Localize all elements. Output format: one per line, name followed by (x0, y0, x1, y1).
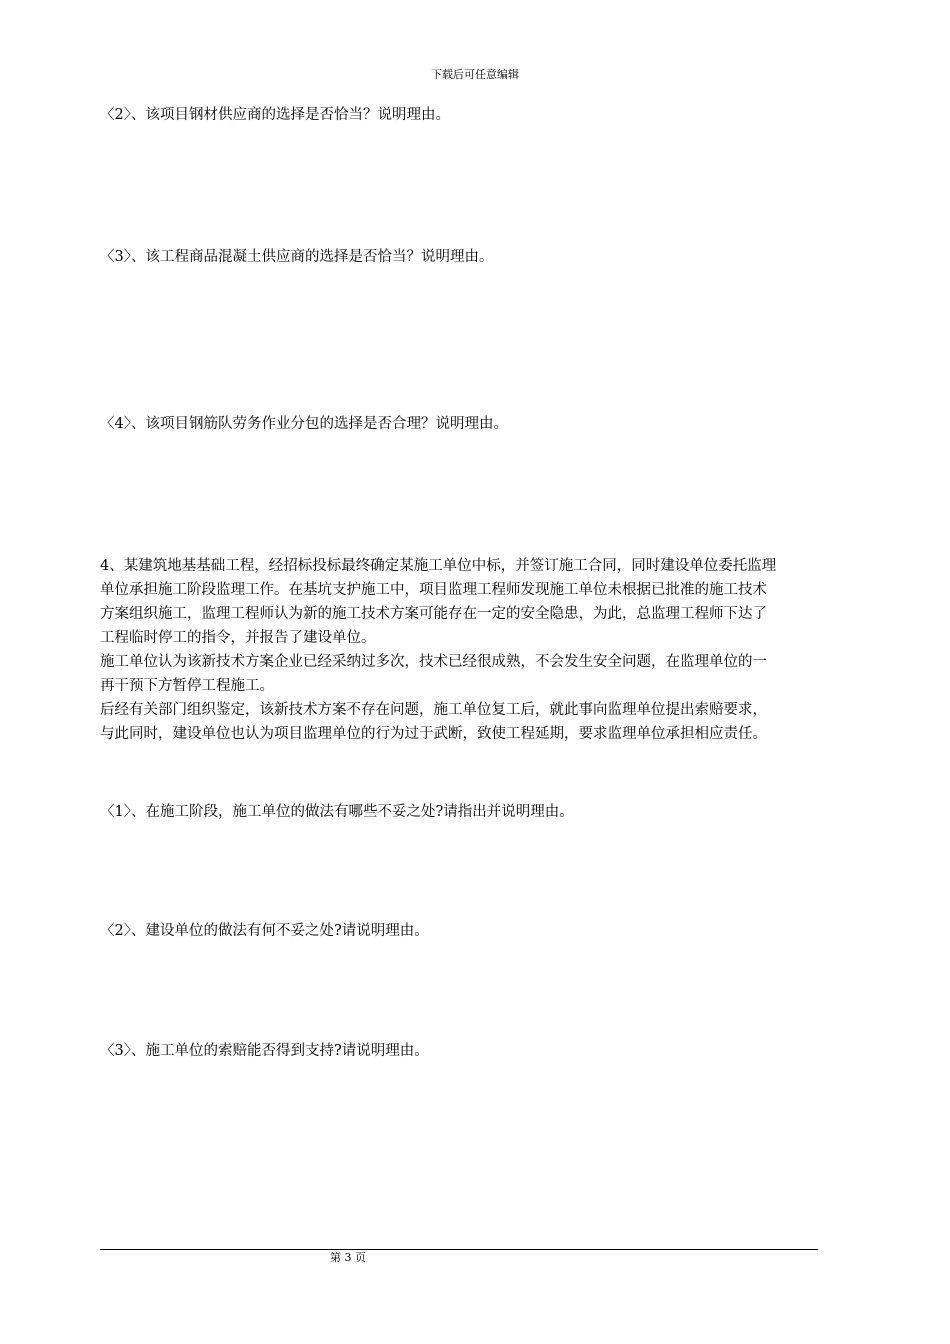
case-4-line: 工程临时停工的指令，并报告了建设单位。 (100, 630, 376, 646)
case-4-line: 单位承担施工阶段监理工作。在基坑支护施工中，项目监理工程师发现施工单位未根据已批准的施工技术 (100, 582, 767, 598)
case-4-line: 4、某建筑地基基础工程，经招标投标最终确定某施工单位中标，并签订施工合同，同时建设单位委托监理 (100, 558, 777, 574)
question-4-rebar-subcontract: 〈4〉、该项目钢筋队劳务作业分包的选择是否合理？说明理由。 (100, 416, 508, 432)
question-1-contractor-faults: 〈1〉、在施工阶段，施工单位的做法有哪些不妥之处?请指出并说明理由。 (100, 804, 574, 820)
case-4-line: 再干预下方暂停工程施工。 (100, 678, 274, 694)
case-4-line: 方案组织施工，监理工程师认为新的施工技术方案可能存在一定的安全隐患，为此，总监理工程师下达了 (100, 606, 767, 622)
page-header: 下载后可任意编辑 (431, 68, 519, 81)
question-2-owner-faults: 〈2〉、建设单位的做法有何不妥之处?请说明理由。 (100, 923, 429, 939)
page-number: 第 3 页 (330, 1251, 366, 1264)
question-3-claim-support: 〈3〉、施工单位的索赔能否得到支持?请说明理由。 (100, 1043, 429, 1059)
question-2-steel-supplier: 〈2〉、该项目钢材供应商的选择是否恰当？说明理由。 (100, 107, 450, 123)
case-4-description (100, 554, 880, 746)
question-3-concrete-supplier: 〈3〉、该工程商品混凝土供应商的选择是否恰当？说明理由。 (100, 249, 494, 265)
case-4-line: 与此同时，建设单位也认为项目监理单位的行为过于武断，致使工程延期，要求监理单位承担相应责任。 (100, 726, 767, 742)
footer-divider (100, 1249, 818, 1250)
case-4-line: 后经有关部门组织鉴定，该新技术方案不存在问题，施工单位复工后，就此事向监理单位提出索赔要求， (100, 702, 767, 718)
case-4-line: 施工单位认为该新技术方案企业已经采纳过多次，技术已经很成熟，不会发生安全问题，在监理单位的一 (100, 654, 767, 670)
